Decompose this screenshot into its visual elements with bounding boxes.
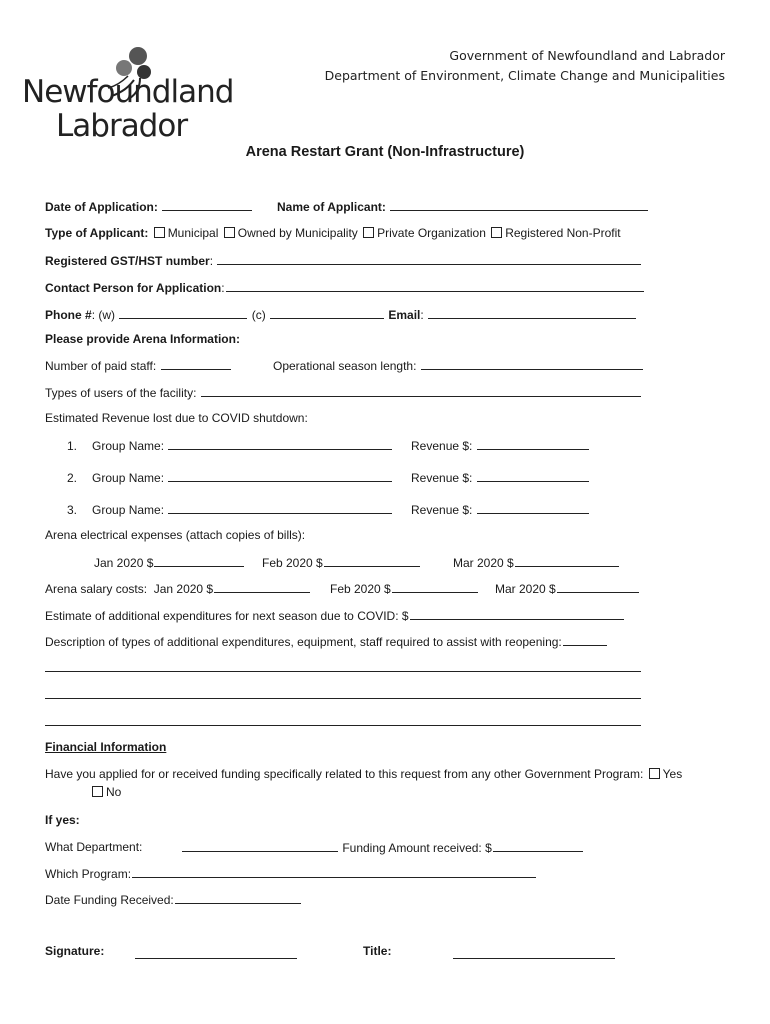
which-program-field[interactable] [132, 866, 536, 878]
phone-cell-field[interactable] [270, 307, 384, 319]
name-of-applicant-row [277, 199, 649, 214]
elec-feb-label: Feb 2020 $ [262, 556, 323, 570]
group-revenue [411, 502, 590, 517]
salary-mar-field[interactable] [557, 581, 639, 593]
which-program-label: Which Program: [45, 867, 132, 881]
paid-staff-row [45, 358, 232, 373]
date-funding-field[interactable] [175, 892, 301, 904]
phone-label: Phone # [45, 308, 92, 322]
elec-jan-row [94, 555, 245, 570]
paid-staff-field[interactable] [161, 358, 231, 370]
date-funding-label: Date Funding Received: [45, 893, 174, 907]
which-program-row [45, 866, 537, 881]
revenue-label: Revenue $: [411, 439, 476, 453]
funding-amount-field[interactable] [493, 840, 583, 852]
elec-mar-field[interactable] [515, 555, 619, 567]
group-name-field[interactable] [168, 470, 392, 482]
email-label: Email [388, 308, 421, 322]
date-label: Date of Application: [45, 200, 162, 214]
contact-field[interactable] [226, 280, 644, 292]
elec-mar-row [453, 555, 620, 570]
owned-by-municipality-checkbox[interactable] [224, 227, 235, 238]
phone-row: Phone #: (w) (c) Email: [45, 307, 637, 322]
salary-feb-field[interactable] [392, 581, 478, 593]
group-name-label: Group Name: [92, 503, 168, 517]
revenue-lost-label: Estimated Revenue lost due to COVID shutdown: [45, 411, 308, 425]
elec-mar-label: Mar 2020 $ [453, 556, 514, 570]
title-label: Title: [363, 944, 392, 958]
signature-label: Signature: [45, 944, 105, 958]
group-number: 2. [67, 471, 78, 485]
users-row [45, 385, 642, 400]
paid-staff-label: Number of paid staff: [45, 359, 160, 373]
type-of-applicant-row [45, 226, 621, 240]
group-name-label: Group Name: [92, 471, 168, 485]
users-label: Types of users of the facility: [45, 386, 200, 400]
name-field[interactable] [390, 199, 648, 211]
description-line[interactable] [45, 725, 641, 726]
yes-label: Yes [662, 767, 683, 781]
non-profit-label: Registered Non-Profit [505, 226, 621, 240]
salary-mar-row [495, 581, 640, 596]
description-label: Description of types of additional expenditures, equipment, staff required to assist with reopening: [45, 635, 562, 649]
department-field[interactable] [182, 840, 338, 852]
elec-jan-field[interactable] [154, 555, 244, 567]
season-length-label: Operational season length: [273, 359, 420, 373]
revenue-label: Revenue $: [411, 471, 476, 485]
revenue-field[interactable] [477, 470, 589, 482]
salary-jan-row [45, 581, 311, 596]
gst-row: Registered GST/HST number: [45, 253, 642, 268]
additional-row [45, 608, 625, 623]
email-field[interactable] [428, 307, 636, 319]
description-line[interactable] [45, 671, 641, 672]
registered-non-profit-checkbox[interactable] [491, 227, 502, 238]
additional-label: Estimate of additional expenditures for next season due to COVID: $ [45, 609, 409, 623]
municipal-label: Municipal [167, 226, 219, 240]
phone-w-label: : (w) [91, 308, 119, 322]
if-yes-label: If yes: [45, 813, 80, 827]
group-revenue [411, 438, 590, 453]
elec-feb-row [262, 555, 421, 570]
gst-field[interactable] [217, 253, 641, 265]
gov-logo [22, 42, 234, 144]
group-name-field[interactable] [168, 502, 392, 514]
no-checkbox[interactable] [92, 786, 103, 797]
salary-feb-row [330, 581, 479, 596]
financial-info-heading: Financial Information [45, 740, 167, 754]
what-department-label: What Department: [45, 840, 143, 854]
season-length-row [273, 358, 644, 373]
funding-question-row [45, 767, 682, 781]
department-name: Department of Environment, Climate Change and Municipalities [324, 68, 725, 83]
funding-question: Have you applied for or received funding specifically related to this request from any other Government Program: [45, 767, 647, 781]
salary-jan-field[interactable] [214, 581, 310, 593]
elec-feb-field[interactable] [324, 555, 420, 567]
date-field[interactable] [162, 199, 252, 211]
logo-labrador: Labrador [56, 108, 188, 144]
funding-amount-label: Funding Amount received: $ [339, 841, 492, 855]
salary-mar-label: Mar 2020 $ [495, 582, 556, 596]
arena-info-heading: Please provide Arena Information: [45, 332, 240, 346]
owned-label: Owned by Municipality [237, 226, 358, 240]
group-row [67, 470, 393, 485]
title-field[interactable] [453, 958, 615, 959]
description-row [45, 634, 608, 649]
group-name-field[interactable] [168, 438, 392, 450]
salary-feb-label: Feb 2020 $ [330, 582, 391, 596]
electrical-label: Arena electrical expenses (attach copies of bills): [45, 528, 306, 542]
org-name: Government of Newfoundland and Labrador [449, 48, 725, 63]
group-row [67, 502, 393, 517]
group-name-label: Group Name: [92, 439, 168, 453]
contact-label: Contact Person for Application [45, 281, 222, 295]
signature-field[interactable] [135, 958, 297, 959]
gst-label: Registered GST/HST number [45, 254, 210, 268]
private-organization-checkbox[interactable] [363, 227, 374, 238]
date-of-application-row [45, 199, 253, 214]
name-label: Name of Applicant: [277, 200, 390, 214]
additional-field[interactable] [410, 608, 624, 620]
group-row [67, 438, 393, 453]
department-funding-row [181, 840, 584, 855]
revenue-label: Revenue $: [411, 503, 476, 517]
group-revenue [411, 470, 590, 485]
group-number: 1. [67, 439, 78, 453]
description-line[interactable] [45, 698, 641, 699]
users-field[interactable] [201, 385, 641, 397]
no-option-row [90, 785, 121, 799]
revenue-field[interactable] [477, 502, 589, 514]
phone-work-field[interactable] [119, 307, 247, 319]
municipal-checkbox[interactable] [154, 227, 165, 238]
yes-checkbox[interactable] [649, 768, 660, 779]
date-funding-row [45, 892, 302, 907]
group-number: 3. [67, 503, 78, 517]
type-label: Type of Applicant: [45, 226, 149, 240]
contact-row: Contact Person for Application: [45, 280, 645, 295]
no-label: No [106, 785, 122, 799]
elec-jan-label: Jan 2020 $ [94, 556, 154, 570]
phone-c-label: (c) [248, 308, 270, 322]
form-title: Arena Restart Grant (Non-Infrastructure) [245, 144, 525, 160]
description-field[interactable] [563, 634, 607, 646]
season-length-field[interactable] [421, 358, 643, 370]
salary-label: Arena salary costs: Jan 2020 $ [45, 582, 214, 596]
revenue-field[interactable] [477, 438, 589, 450]
logo-newfoundland: Newfoundland [22, 74, 234, 110]
private-label: Private Organization [377, 226, 486, 240]
